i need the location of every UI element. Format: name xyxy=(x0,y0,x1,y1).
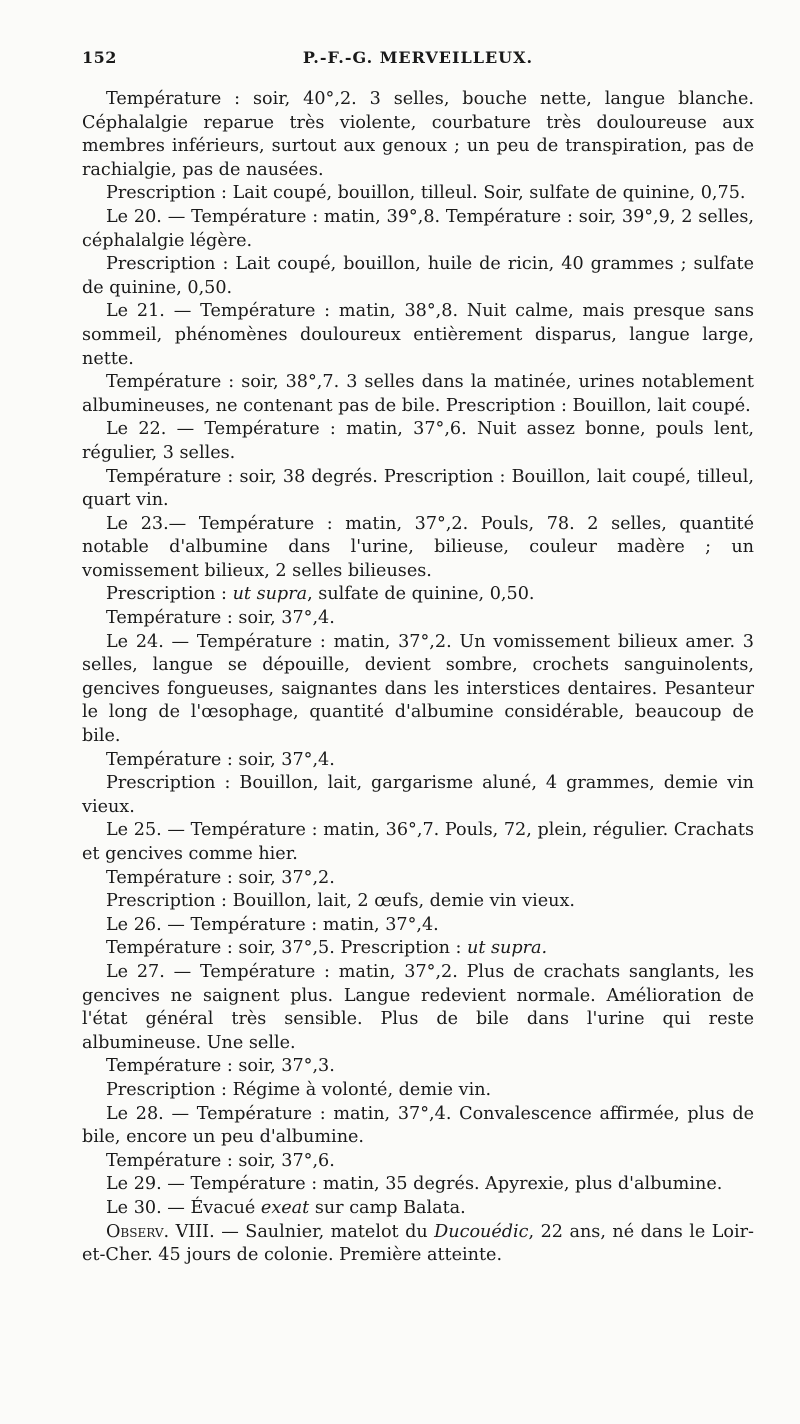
paragraph: Température : soir, 37°,2. xyxy=(106,867,335,888)
paragraph xyxy=(82,937,754,961)
observation-label: Observ. xyxy=(106,1221,170,1242)
paragraph: Le 21. — Température : matin, 38°,8. Nuit calme, mais presque sans sommeil, phénomènes douloureux entièrement disparus, langue large, nette. xyxy=(82,301,754,369)
paragraph: Température : soir, 37°,4. xyxy=(106,749,335,770)
italic-term: exeat xyxy=(260,1197,310,1218)
paragraph: Le 23.— Température : matin, 37°,2. Pouls, 78. 2 selles, quantité notable d'albumine dans l'urine, bilieuse, couleur madère ; un vomissement bilieux, 2 selles bilieuses. xyxy=(82,513,754,581)
paragraph: Le 28. — Température : matin, 37°,4. Convalescence affirmée, plus de bile, encore un peu d'albumine. xyxy=(82,1103,754,1148)
body-text xyxy=(82,88,754,1268)
paragraph: Température : soir, 40°,2. 3 selles, bouche nette, langue blanche. Céphalalgie reparue très violente, courbature très douloureuse aux membres inférieurs, surtout aux genoux ; un peu de transpiration, pas de rachialgie, pas de nausées. xyxy=(82,89,754,180)
ship-name: Ducouédic xyxy=(434,1221,529,1242)
paragraph xyxy=(82,1197,754,1221)
paragraph: Le 27. — Température : matin, 37°,2. Plus de crachats sanglants, les gencives ne saignent plus. Langue redevient normale. Amélioration de l'état général très sensible. Plus de bile dans l'urine qui reste albumineuse. Une selle. xyxy=(82,961,754,1053)
paragraph: Le 22. — Température : matin, 37°,6. Nuit assez bonne, pouls lent, régulier, 3 selles. xyxy=(82,419,754,463)
paragraph: Le 20. — Température : matin, 39°,8. Température : soir, 39°,9, 2 selles, céphalalgie légère. xyxy=(82,206,754,251)
paragraph-text: Le 30. — Évacué xyxy=(106,1197,261,1218)
paragraph: Prescription : Lait coupé, bouillon, huile de ricin, 40 grammes ; sulfate de quinine, 0,50. xyxy=(82,254,754,298)
paragraph-text: , sulfate de quinine, 0,50. xyxy=(307,584,535,605)
paragraph: Le 24. — Température : matin, 37°,2. Un vomissement bilieux amer. 3 selles, langue se dépouille, devient sombre, crochets sanguinolents, gencives fongueuses, saignantes dans les interstices dentaires. Pesanteur le long de l'œsophage, quantité d'albumine considérable, beaucoup de bile. xyxy=(82,631,754,747)
paragraph xyxy=(82,583,754,607)
paragraph: Le 29. — Température : matin, 35 degrés. Apyrexie, plus d'albumine. xyxy=(106,1174,723,1195)
paragraph: Prescription : Bouillon, lait, gargarisme aluné, 4 grammes, demie vin vieux. xyxy=(82,773,754,817)
paragraph: Le 25. — Température : matin, 36°,7. Pouls, 72, plein, régulier. Crachats et gencives comme hier. xyxy=(82,820,754,864)
italic-term: ut supra. xyxy=(467,938,548,959)
paragraph-text: Température : soir, 37°,5. Prescription : xyxy=(106,938,468,959)
paragraph: Le 26. — Température : matin, 37°,4. xyxy=(106,914,439,935)
paragraph: Prescription : Lait coupé, bouillon, tilleul. Soir, sulfate de quinine, 0,75. xyxy=(106,183,746,204)
paragraph: Température : soir, 37°,6. xyxy=(106,1150,335,1171)
paragraph: Température : soir, 38 degrés. Prescription : Bouillon, lait coupé, tilleul, quart vin. xyxy=(82,466,754,511)
page-number: 152 xyxy=(82,48,117,67)
observation-number: VIII. xyxy=(169,1221,215,1242)
italic-term: ut supra xyxy=(232,584,308,605)
paragraph: Température : soir, 37°,4. xyxy=(106,608,335,629)
paragraph: Température : soir, 38°,7. 3 selles dans la matinée, urines notablement albumineuses, ne contenant pas de bile. Prescription : Bouillon, lait coupé. xyxy=(82,372,754,416)
paragraph-text: , 22 ans, né dans le Loir-et-Cher. 45 jours de colonie. Première atteinte. xyxy=(82,1221,754,1266)
paragraph-text: — Saulnier, matelot du xyxy=(214,1221,435,1242)
observation-heading xyxy=(82,1221,754,1268)
running-title-author: P.-F.-G. MERVEILLEUX. xyxy=(302,48,534,67)
paragraph: Température : soir, 37°,3. xyxy=(106,1056,335,1077)
paragraph-text: sur camp Balata. xyxy=(309,1197,466,1218)
paragraph: Prescription : Régime à volonté, demie vin. xyxy=(106,1079,492,1100)
running-head xyxy=(82,48,754,72)
paragraph: Prescription : Bouillon, lait, 2 œufs, demie vin vieux. xyxy=(106,891,575,912)
paragraph-text: Prescription : xyxy=(106,584,233,605)
